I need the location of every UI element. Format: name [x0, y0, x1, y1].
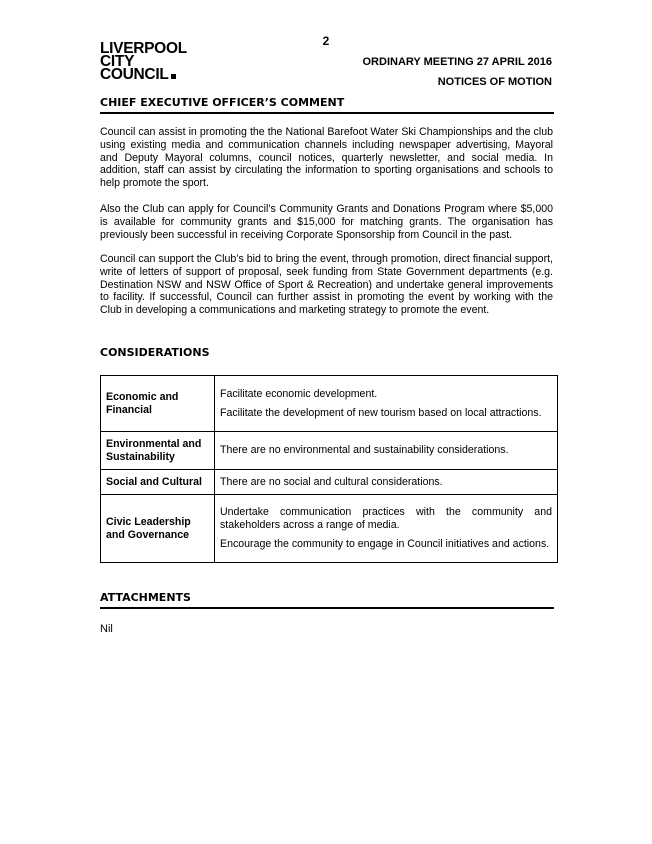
row-value [215, 376, 558, 432]
ceo-paragraph-1: Council can assist in promoting the the National Barefoot Water Ski Championships and the club using existing media and communication channels including newspaper advertising, Mayoral and Deputy Mayoral columns, council notices, quarterly newsletter, and social media. In addition, staff can assist by circulating the information to sporting organisations and schools to help promote the sport. [100, 126, 553, 190]
considerations-heading: CONSIDERATIONS [100, 346, 210, 359]
row-value [215, 470, 558, 495]
attachments-text: Nil [100, 623, 113, 635]
row-label: Civic Leadership and Governance [101, 495, 215, 563]
section-title: NOTICES OF MOTION [437, 76, 552, 88]
logo-line-2: CITY [100, 53, 135, 70]
table-row [101, 470, 558, 495]
ceo-paragraph-2: Also the Club can apply for Council’s Community Grants and Donations Program where $5,000 is available for community grants and $15,000 for matching grants. The organisation has previously been successful in receiving Corporate Sponsorship from Council in the past. [100, 203, 553, 241]
table-row [101, 376, 558, 432]
considerations-table [100, 375, 558, 563]
page-number: 2 [322, 34, 330, 48]
row-item: Facilitate economic development. [220, 387, 378, 400]
row-value [215, 495, 558, 563]
ceo-comment-heading: CHIEF EXECUTIVE OFFICER’S COMMENT [100, 96, 554, 114]
row-item: There are no social and cultural considerations. [220, 475, 443, 488]
logo-line-3: COUNCIL [100, 66, 169, 83]
row-item: Encourage the community to engage in Council initiatives and actions. [220, 537, 550, 550]
row-label: Economic and Financial [101, 376, 215, 432]
row-item: Undertake communication practices with the community and stakeholders across a range of media. [220, 506, 552, 532]
ceo-paragraph-3: Council can support the Club’s bid to bring the event, through promotion, direct financial support, write of letters of support of proposal, seek funding from State Government departments (e.g. Destination NSW and NSW Office of Sport & Recreation) and undertake general improvements to facility. If successful, Council can further assist in promoting the event by working with the Club in developing a communications and marketing strategy to promote the event. [100, 253, 553, 317]
table-row [101, 495, 558, 563]
meeting-title: ORDINARY MEETING 27 APRIL 2016 [362, 56, 552, 68]
logo-line-1: LIVERPOOL [100, 40, 187, 57]
row-label: Environmental and Sustainability [101, 432, 215, 470]
row-item: Facilitate the development of new tourism based on local attractions. [220, 406, 542, 419]
row-item: There are no environmental and sustainability considerations. [220, 444, 509, 457]
row-label: Social and Cultural [101, 470, 215, 495]
attachments-heading: ATTACHMENTS [100, 591, 554, 609]
logo-dot-icon [171, 74, 176, 79]
table-row [101, 432, 558, 470]
row-value [215, 432, 558, 470]
council-logo [100, 42, 187, 81]
